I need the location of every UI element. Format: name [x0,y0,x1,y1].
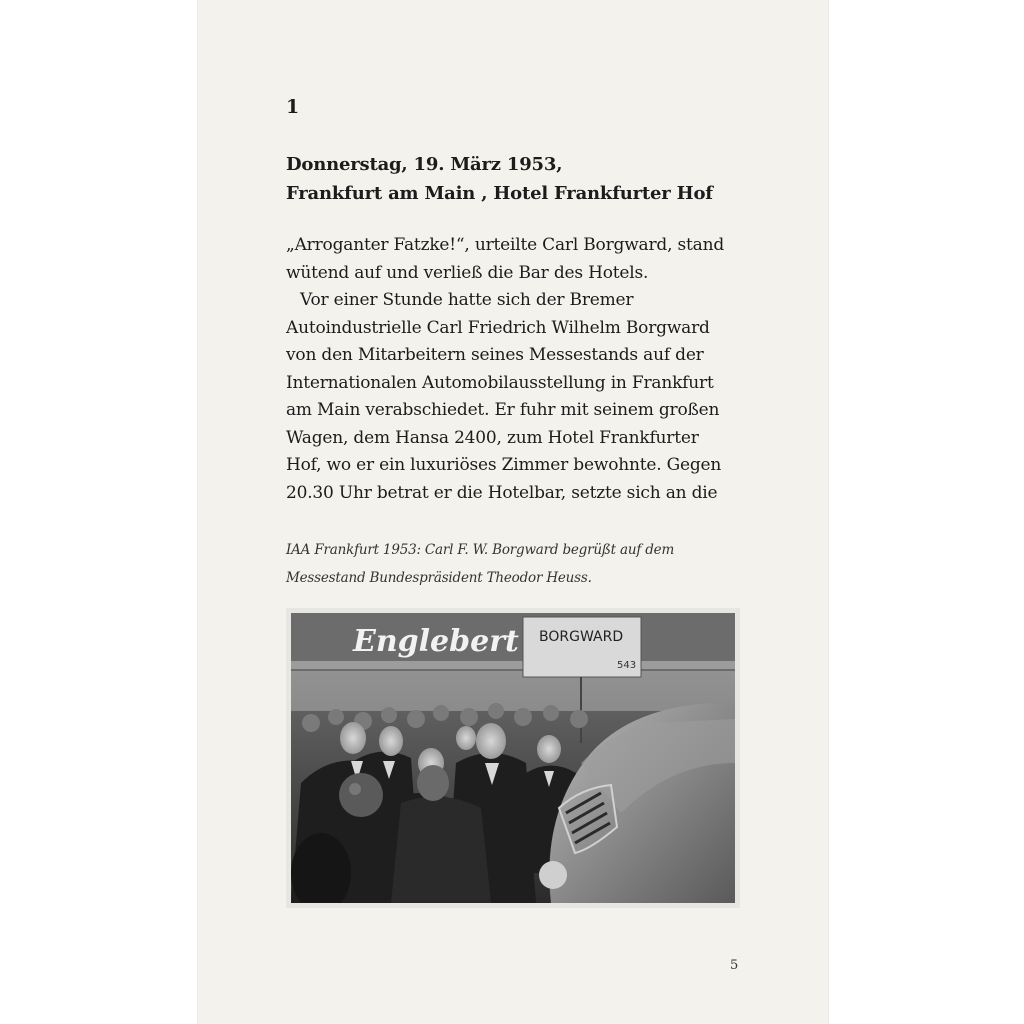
historic-photo [291,613,735,903]
body-line: wütend auf und verließ die Bar des Hotels. [286,262,649,283]
body-line: „Arroganter Fatzke!“, urteilte Carl Borgward, stand [286,235,725,255]
book-page [198,0,828,1024]
body-paragraphs [286,232,725,507]
stand-number: 543 [617,660,637,671]
body-line: Vor einer Stunde hatte sich der Bremer [300,290,634,310]
photo-caption [286,536,674,592]
chapter-heading [286,150,713,208]
caption-line: Messestand Bundespräsident Theodor Heuss. [286,570,592,586]
body-line: Wagen, dem Hansa 2400, zum Hotel Frankfurter [286,427,699,448]
photo-frame [286,608,740,908]
body-line: 20.30 Uhr betrat er die Hotelbar, setzte sich an die [286,482,718,503]
page-number: 5 [730,958,739,973]
body-line: Autoindustrielle Carl Friedrich Wilhelm Borgward [286,317,710,338]
heading-line-date: Donnerstag, 19. März 1953, [286,154,563,175]
body-line: Hof, wo er ein luxuriöses Zimmer bewohnte. Gegen [286,455,722,475]
heading-line-place: Frankfurt am Main , Hotel Frankfurter Hof [286,183,713,204]
body-line: von den Mitarbeitern seines Messestands auf der [286,345,704,365]
chapter-number: 1 [286,96,300,118]
body-line: Internationalen Automobilausstellung in Frankfurt [286,372,714,393]
englebert-sign: Englebert [353,624,519,659]
body-line: am Main verabschiedet. Er fuhr mit seinem großen [286,400,720,420]
caption-line: IAA Frankfurt 1953: Carl F. W. Borgward begrüßt auf dem [286,542,675,558]
borgward-sign: BORGWARD [539,629,624,645]
